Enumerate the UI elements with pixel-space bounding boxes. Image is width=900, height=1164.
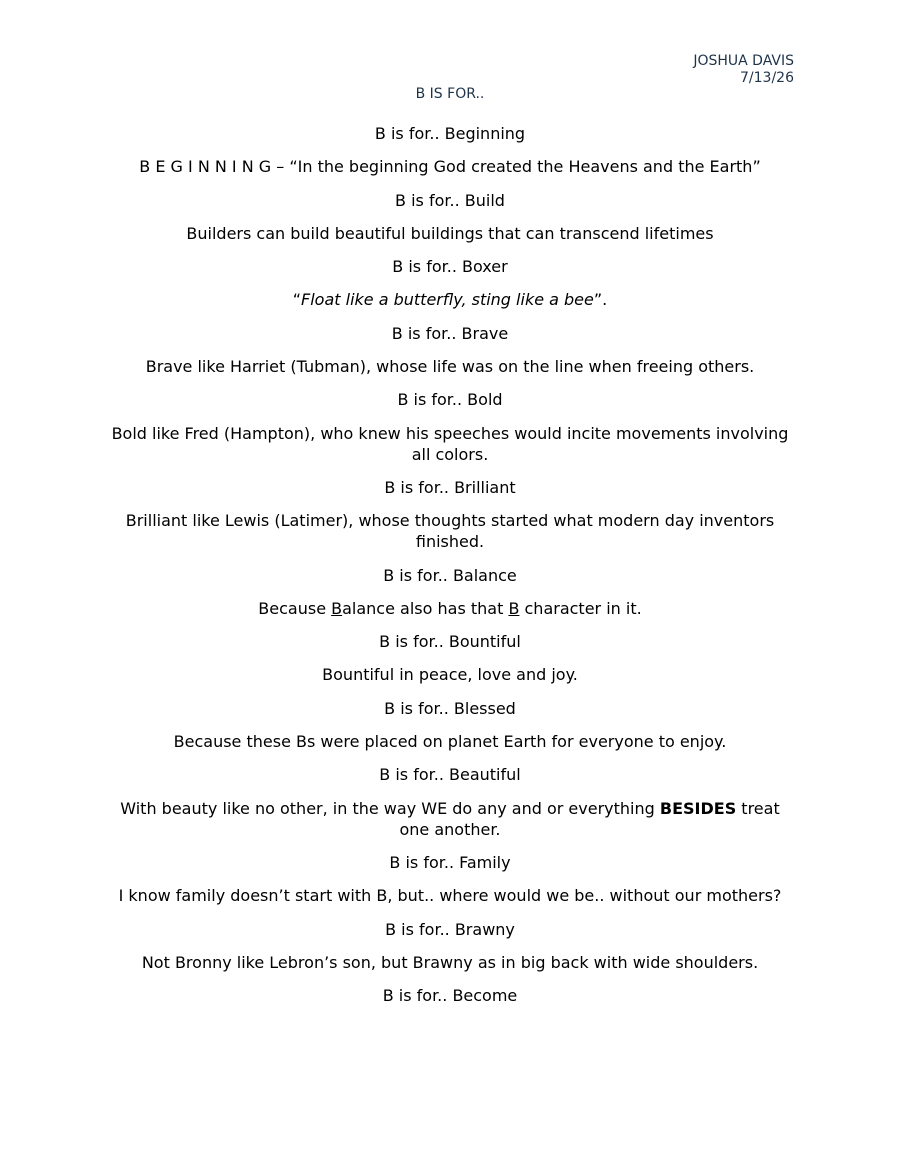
document-date: 7/13/26 xyxy=(740,70,794,86)
document-title: B IS FOR.. xyxy=(415,86,485,102)
beautiful-text-2: treat one another. xyxy=(399,798,780,839)
heading-brilliant: B is for.. Brilliant xyxy=(384,477,516,497)
heading-brawny: B is for.. Brawny xyxy=(385,919,515,939)
heading-bountiful: B is for.. Bountiful xyxy=(379,632,521,652)
document-body xyxy=(106,123,794,1018)
author-name: JOSHUA DAVIS xyxy=(693,53,794,69)
paragraph-bold: Bold like Fred (Hampton), who knew his speeches would incite movements involving all colors. xyxy=(111,423,789,464)
heading-family: B is for.. Family xyxy=(389,852,511,872)
open-quote: “ xyxy=(292,290,302,310)
paragraph-bountiful: Bountiful in peace, love and joy. xyxy=(322,665,578,685)
heading-become: B is for.. Become xyxy=(382,986,518,1006)
paragraph-balance xyxy=(106,598,794,619)
paragraph-build: Builders can build beautiful buildings that can transcend lifetimes xyxy=(186,223,714,243)
beautiful-text-1: With beauty like no other, in the way WE do any and or everything xyxy=(120,798,660,818)
paragraph-blessed: Because these Bs were placed on planet Earth for everyone to enjoy. xyxy=(173,732,727,752)
boxer-quote: Float like a butterfly, sting like a bee xyxy=(301,290,594,310)
underlined-b-1: B xyxy=(331,598,343,618)
paragraph-brave: Brave like Harriet (Tubman), whose life was on the line when freeing others. xyxy=(145,357,755,377)
heading-brave: B is for.. Brave xyxy=(391,323,509,343)
balance-text-1: Because xyxy=(258,598,332,618)
paragraph-brawny: Not Bronny like Lebron’s son, but Brawny as in big back with wide shoulders. xyxy=(141,952,759,972)
paragraph-family: I know family doesn’t start with B, but.. where would we be.. without our mothers? xyxy=(118,886,782,906)
heading-build: B is for.. Build xyxy=(395,190,505,210)
heading-bold: B is for.. Bold xyxy=(397,390,503,410)
paragraph-beginning: B E G I N N I N G – “In the beginning God created the Heavens and the Earth” xyxy=(139,157,761,177)
heading-balance: B is for.. Balance xyxy=(383,565,517,585)
paragraph-brilliant: Brilliant like Lewis (Latimer), whose thoughts started what modern day inventors finished. xyxy=(125,511,775,552)
besides-bold: BESIDES xyxy=(659,798,737,818)
heading-beginning: B is for.. Beginning xyxy=(374,124,526,143)
heading-boxer: B is for.. Boxer xyxy=(392,257,508,277)
underlined-b-2: B xyxy=(508,598,520,618)
paragraph-boxer xyxy=(106,289,794,310)
heading-blessed: B is for.. Blessed xyxy=(384,698,516,718)
heading-beautiful: B is for.. Beautiful xyxy=(379,765,521,785)
balance-text-3: character in it. xyxy=(519,598,642,618)
paragraph-beautiful xyxy=(106,798,794,840)
balance-text-2: alance also has that xyxy=(342,598,509,618)
document-header xyxy=(693,53,794,87)
close-quote: ”. xyxy=(593,290,608,310)
